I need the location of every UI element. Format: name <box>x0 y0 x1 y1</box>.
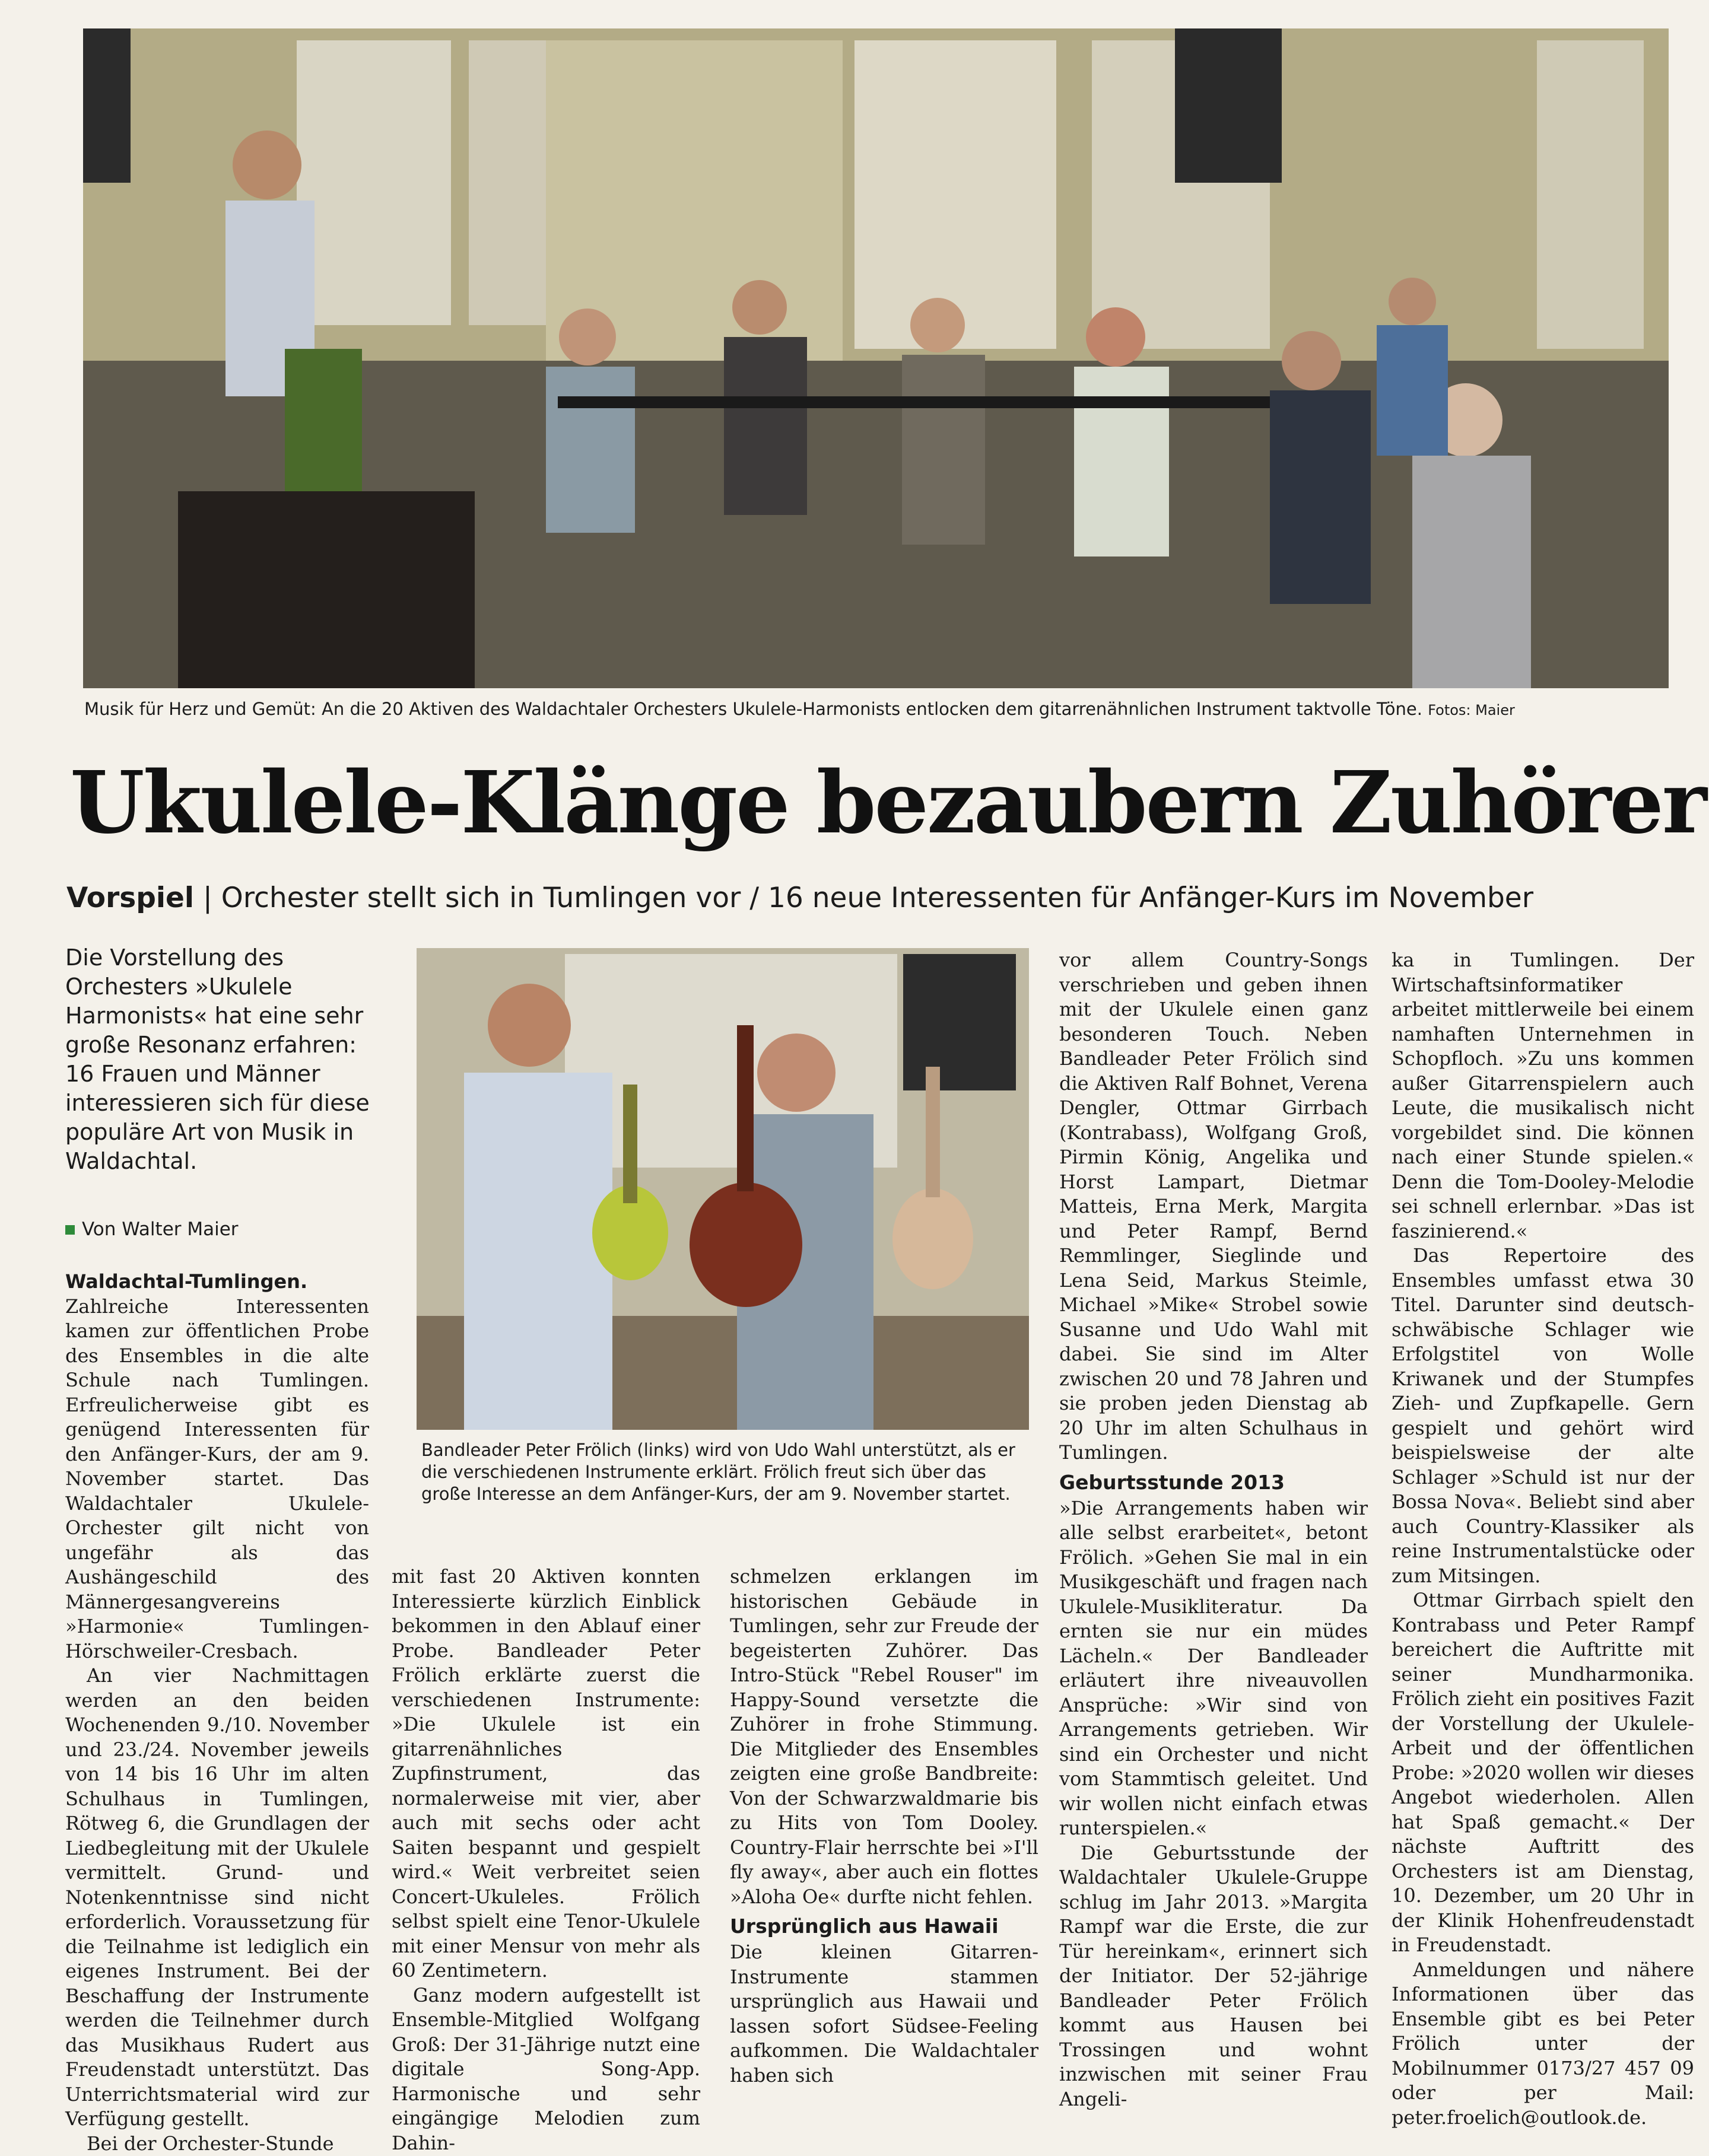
lead-paragraph: Die Vorstellung des Orchesters »Ukulele Harmonists« hat eine sehr große Resonanz erfahren: 16 Frauen und Männer interessieren sich für diese populäre Art von Musik in Waldachtal. <box>65 943 374 1176</box>
col4-subheading: Geburtsstunde 2013 <box>1059 1470 1368 1495</box>
col3-subheading: Ursprünglich aus Hawaii <box>730 1914 1038 1939</box>
col5-paragraph-4: Anmeldungen und nähere Informationen über das Ensemble gibt es bei Peter Frölich unter der Mobilnummer 0173/27 457 09 oder per Mail: peter.froelich@outlook.de. <box>1392 1958 1694 2130</box>
top-photo <box>83 28 1669 688</box>
col4-paragraph-2: »Die Arrangements haben wir alle selbst erarbeitet«, betont Frölich. »Gehen Sie mal in ein Musikgeschäft und fragen nach Ukulele-Musikliteratur. Da ernten sie nur ein müdes Lächeln.« Der Bandleader erläutert ihre niveauvollen Ansprüche: »Wir sind von Arrangements getrieben. Wir sind ein Orchester und nicht vom Stammtisch geleitet. Und wir wollen nicht einfach etwas runterspielen.« <box>1059 1496 1368 1841</box>
article-column-2 <box>392 1564 700 2155</box>
rehearsal-photo-image <box>83 28 1669 688</box>
article-column-3 <box>730 1564 1038 2088</box>
col5-paragraph-2: Das Repertoire des Ensembles umfasst etwa 30 Titel. Darunter sind deutsch-schwäbische Schlager wie Erfolgstitel von Wolle Kriwanek und der Stumpfes Zieh- und Zupfkapelle. Gern gespielt und gehört wird beispielsweise der alte Schlager »Schuld ist nur der Bossa Nova«. Beliebt sind aber auch Country-Klassiker als reine Instrumentalstücke oder zum Mitsingen. <box>1392 1244 1694 1588</box>
inset-photo-caption: Bandleader Peter Frölich (links) wird von Udo Wahl unterstützt, als er die verschiedenen Instrumente erklärt. Frölich freut sich über das große Interesse an dem Anfänger-Kurs, der am 9. November startet. <box>421 1439 1027 1505</box>
byline <box>65 1217 239 1241</box>
col4-paragraph-3: Die Geburtsstunde der Waldachtaler Ukulele-Gruppe schlug im Jahr 2013. »Margita Rampf war die Erste, die zur Tür hereinkam«, erinnert sich der Initiator. Der 52-jährige Bandleader Peter Frölich kommt aus Hausen bei Trossingen und wohnt inzwischen mit seiner Frau Angeli- <box>1059 1841 1368 2112</box>
col5-paragraph-3: Ottmar Girrbach spielt den Kontrabass und Peter Rampf bereichert die Auftritte mit seiner Mundharmonika. Frölich zieht ein positives Fazit der Vorstellung der Ukulele-Arbeit und der öffentlichen Probe: »2020 wollen wir dieses Angebot wiederholen. Allen hat Spaß gemacht.« Der nächste Auftritt des Orchesters ist am Dienstag, 10. Dezember, um 20 Uhr in der Klinik Hohenfreudenstadt in Freudenstadt. <box>1392 1588 1694 1958</box>
col3-paragraph-1: schmelzen erklangen im historischen Gebäude in Tumlingen, sehr zur Freude der begeisterten Zuhörer. Das Intro-Stück "Rebel Rouser" im Happy-Sound versetzte die Zuhörer in frohe Stimmung. Die Mitglieder des Ensembles zeigten eine große Bandbreite: Von der Schwarzwaldmarie bis zu Hits von Tom Dooley. Country-Flair herrschte bei »I'll fly away«, aber auch ein flottes »Aloha Oe« durfte nicht fehlen. <box>730 1564 1038 1909</box>
col2-paragraph-1: mit fast 20 Aktiven konnten Interessierte kürzlich Einblick bekommen in den Ablauf einer Probe. Bandleader Peter Frölich erklärte zuerst die verschiedenen Instrumente: »Die Ukulele ist ein gitarrenähnliches Zupfinstrument, das normalerweise mit vier, aber auch mit sechs oder acht Saiten bespannt und gespielt wird.« Weit verbreitet seien Concert-Ukuleles. Frölich selbst spielt eine Tenor-Ukulele mit einer Mensur von mehr als 60 Zentimetern. <box>392 1564 700 1983</box>
byline-square-icon <box>65 1225 75 1235</box>
col2-paragraph-2: Ganz modern aufgestellt ist Ensemble-Mitglied Wolfgang Groß: Der 31-Jährige nutzt eine digitale Song-App. Harmonische und sehr eingängige Melodien zum Dahin- <box>392 1983 700 2156</box>
photo-credit: Fotos: Maier <box>1428 702 1515 718</box>
subheadline <box>66 880 1692 916</box>
top-photo-caption-text: Musik für Herz und Gemüt: An die 20 Aktiven des Waldachtaler Orchesters Ukulele-Harmonists entlocken dem gitarrenähnlichen Instrument taktvolle Töne. <box>84 699 1422 719</box>
top-photo-caption <box>84 699 1675 720</box>
article-column-4 <box>1059 948 1368 2112</box>
byline-text: Von Walter Maier <box>82 1219 239 1240</box>
bandleader-photo-image <box>417 948 1029 1430</box>
article-column-5 <box>1392 948 1694 2130</box>
col1-paragraph-1 <box>65 1270 369 1664</box>
col4-paragraph-1: vor allem Country-Songs verschrieben und geben ihnen mit der Ukulele einen ganz besonderen Touch. Neben Bandleader Peter Frölich sind die Aktiven Ralf Bohnet, Verena Dengler, Ottmar Girrbach (Kontrabass), Wolfgang Groß, Pirmin König, Angelika und Horst Lampart, Dietmar Matteis, Erna Merk, Margita und Peter Rampf, Bernd Remmlinger, Sieglinde und Lena Seid, Markus Steimle, Michael »Mike« Strobel sowie Susanne und Udo Wahl mit dabei. Sie sind im Alter zwischen 20 und 78 Jahren und sie proben jeden Dienstag ab 20 Uhr im alten Schulhaus in Tumlingen. <box>1059 948 1368 1465</box>
dateline: Waldachtal-Tumlingen. <box>65 1270 307 1293</box>
col1-p1-text: Zahlreiche Interessenten kamen zur öffentlichen Probe des Ensembles in die alte Schule nach Tumlingen. Erfreulicherweise gibt es genügend Interessenten für den Anfänger-Kurs, der am 9. November startet. Das Waldachtaler Ukulele-Orchester gilt nicht von ungefähr als das Aushängeschild des Männergesangvereins »Harmonie« Tumlingen-Hörschweiler-Cresbach. <box>65 1295 369 1662</box>
col1-paragraph-3: Bei der Orchester-Stunde <box>65 2132 369 2156</box>
headline: Ukulele-Klänge bezaubern Zuhörer <box>70 752 1672 853</box>
col1-paragraph-2: An vier Nachmittagen werden an den beiden Wochenenden 9./10. November und 23./24. November jeweils von 14 bis 16 Uhr im alten Schulhaus in Tumlingen, Rötweg 6, die Grundlagen der Liedbegleitung mit der Ukulele vermittelt. Grund- und Notenkenntnisse sind nicht erforderlich. Voraussetzung für die Teilnahme ist lediglich ein eigenes Instrument. Bei der Beschaffung der Instrumente werden die Teilnehmer durch das Musikhaus Rudert aus Freudenstadt unterstützt. Das Unterrichtsmaterial wird zur Verfügung gestellt. <box>65 1664 369 2132</box>
col3-paragraph-2: Die kleinen Gitarren-Instrumente stammen ursprünglich aus Hawaii und lassen sofort Südsee-Feeling aufkommen. Die Waldachtaler haben sich <box>730 1940 1038 2088</box>
subhead-kicker: Vorspiel <box>66 882 194 914</box>
article-column-1 <box>65 1270 369 2156</box>
inset-photo <box>417 948 1029 1430</box>
col5-paragraph-1: ka in Tumlingen. Der Wirtschaftsinformatiker arbeitet mittlerweile bei einem namhaften Unternehmen in Schopfloch. »Zu uns kommen außer Gitarrenspielern auch Leute, die musikalisch nicht vorgebildet sind. Die können nach einer Stunde spielen.« Denn die Tom-Dooley-Melodie sei schnell erlernbar. »Das ist faszinierend.« <box>1392 948 1694 1244</box>
subhead-text: | Orchester stellt sich in Tumlingen vor / 16 neue Interessenten für Anfänger-Kurs im November <box>203 882 1533 914</box>
